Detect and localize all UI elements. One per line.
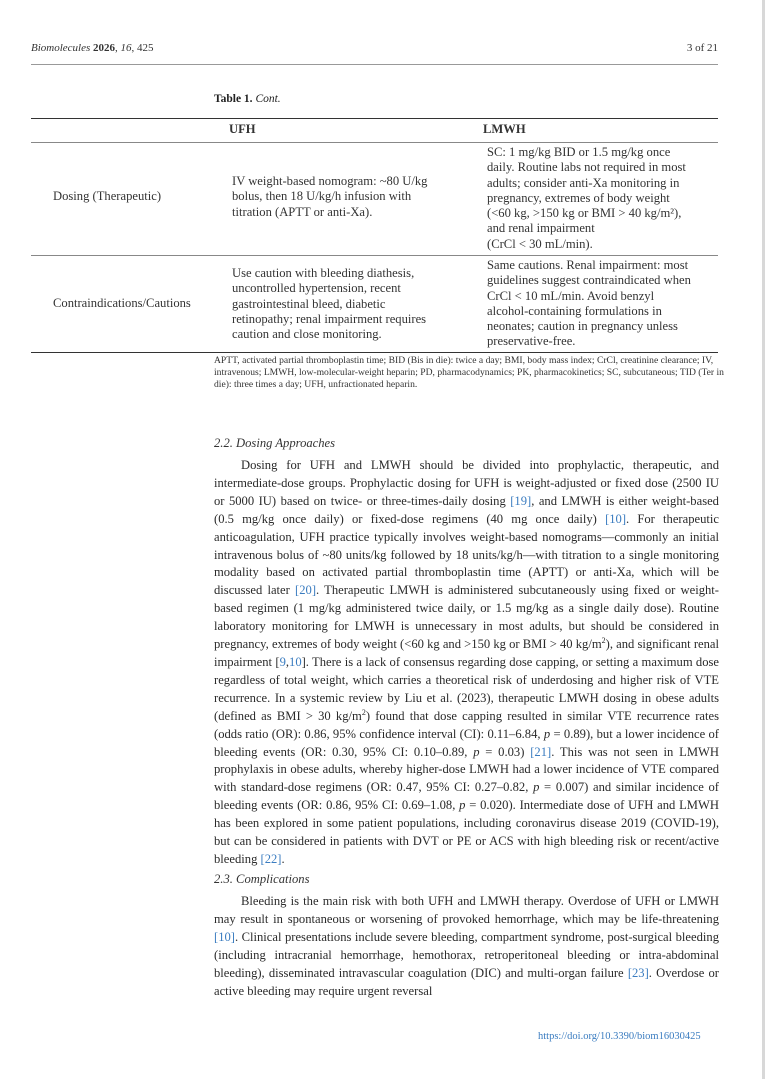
row-label-dosing: Dosing (Therapeutic) — [53, 189, 162, 203]
citation-link[interactable]: [10] — [605, 511, 627, 526]
citation-link[interactable]: [20] — [295, 583, 317, 598]
text-run: , — [285, 654, 290, 669]
column-header-lmwh: LMWH — [483, 122, 526, 136]
text-line: CrCl < 10 mL/min. Avoid benzyl — [487, 288, 655, 303]
table-footnote: APTT, activated partial thromboplastin time; BID (Bis in die): twice a day; BMI, body mass index; CrCl, creatinine clearance; IV, intravenous; LMWH, low-molecular-weight heparin; PD, pharmacodynamics; PK, pharmacokinetics; SC, subcutaneous; TID (Ter in die): three times a day; UFH, unfractionated heparin. — [214, 355, 724, 390]
journal-volume: 16 — [120, 42, 132, 54]
doi-link[interactable]: https://doi.org/10.3390/biom16030425 — [538, 1031, 701, 1042]
header-divider — [31, 64, 718, 65]
text-line: alcohol-containing formulations in — [487, 303, 662, 318]
text-line: guidelines suggest contraindicated when — [487, 273, 691, 288]
text-run: Dosing for UFH and LMWH should be divided into prophylactic, therapeutic, and intermediate-dose groups. Prophylactic dosing for UFH is weight-adjusted or fixed dose (2500 IU or 5000 IU) based on twice- or three-times-daily dosing — [214, 458, 719, 508]
text-run: . Overdose or active bleeding may require urgent reversal — [214, 965, 719, 998]
text-line: SC: 1 mg/kg BID or 1.5 mg/kg once — [487, 145, 671, 159]
table-header-rule — [31, 142, 718, 143]
text-run: ]. There is a lack of consensus regarding dose capping, or setting a maximum dose regardless of total weight, which carries a theoretical risk of underdosing and higher risk of VTE recurrence. In a systemic review by Liu et al. (2023), therapeutic LMWH dosing in obese adults (defined as BMI > 30 kg/m — [214, 654, 720, 723]
citation-link[interactable]: [10] — [214, 929, 235, 944]
text-run: , and LMWH is either weight-based (0.5 mg/kg once daily) or fixed-dose regimens (40 mg once daily) — [214, 493, 719, 526]
text-run: = 0.020). Intermediate dose of UFH and LMWH has been explored in some patient populations, including coronavirus disease 2019 (COVID-19), but can be considered in patients with DVT or PE or ACS with high bleeding risk or recent/active bleeding — [214, 798, 719, 866]
cell-lmwh-dosing — [487, 145, 722, 252]
p-value-symbol: p — [543, 726, 551, 741]
text-line: adults; consider anti-Xa monitoring in — [487, 175, 680, 190]
text-line: Same cautions. Renal impairment: most — [487, 258, 689, 272]
journal-citation: Biomolecules 2026, 16, 425 — [31, 42, 154, 54]
citation-link[interactable]: [23] — [627, 965, 649, 980]
column-header-ufh: UFH — [229, 122, 256, 136]
cell-lmwh-contraindications — [487, 258, 722, 350]
text-line: neonates; caution in pregnancy unless — [487, 319, 678, 334]
citation-link[interactable]: [22] — [260, 851, 282, 866]
citation-link[interactable]: 10 — [289, 654, 302, 669]
text-line: pregnancy, extremes of body weight — [487, 190, 670, 205]
cell-ufh-contraindications — [232, 266, 472, 342]
text-run: = 0.89), but a lower incidence of bleeding events (OR: 0.30, 95% CI: 0.10–0.89, — [214, 726, 719, 759]
text-line: daily. Routine labs not required in most — [487, 160, 686, 175]
article-number: 425 — [137, 42, 154, 54]
citation-link[interactable]: [21] — [530, 744, 552, 759]
p-value-symbol: p — [459, 798, 466, 813]
journal-year: 2026 — [93, 42, 116, 54]
paragraph-complications — [214, 893, 719, 1000]
section-title-dosing: 2.2. Dosing Approaches — [214, 436, 336, 450]
text-line: caution and close monitoring. — [232, 327, 382, 342]
text-line: bolus, then 18 U/kg/h infusion with — [232, 189, 412, 204]
table-label: Table 1. — [214, 93, 253, 105]
text-line: Use caution with bleeding diathesis, — [232, 266, 415, 280]
text-line: preservative-free. — [487, 334, 576, 349]
page-header — [31, 42, 718, 62]
text-line: (CrCl < 30 mL/min). — [487, 236, 593, 251]
text-run: . For therapeutic anticoagulation, UFH practice typically involves weight-based nomograms—commonly an initial intravenous bolus of ~80 units/kg followed by 18 units/kg/h—with titration to a single monitoring modality based on activated partial thromboplastin time (APTT) or anti-Xa, which will be discussed later — [214, 511, 719, 598]
paragraph-dosing — [214, 457, 719, 869]
table-row-divider — [31, 255, 718, 256]
table-caption — [214, 93, 281, 105]
text-line: retinopathy; renal impairment requires — [232, 311, 427, 326]
text-run: ) found that dose capping resulted in similar VTE recurrence rates (odds ratio (OR): 0.86, 95% confidence interval (CI): 0.11–6.84, — [214, 708, 719, 741]
p-value-symbol: p — [473, 744, 480, 759]
text-run: Bleeding is the main risk with both UFH and LMWH therapy. Overdose of UFH or LMWH may result in spontaneous or worsening of provoked hemorrhage, which may be life-threatening — [214, 894, 719, 926]
text-line: and renal impairment — [487, 221, 595, 236]
citation-link[interactable]: [19] — [510, 493, 532, 508]
text-run: ), and significant renal impairment [ — [214, 637, 719, 669]
cell-ufh-dosing — [232, 174, 472, 220]
text-run: . Therapeutic LMWH is administered subcutaneously using fixed or weight-based regimen (1 mg/kg administered twice daily, or 1.5 mg/kg as a single daily dose). Routine laboratory monitoring for LMWH is unnecessary in most adults, but should be considered in pregnancy, extremes of body weight (<60 kg and >150 kg or BMI > 40 kg/m — [214, 583, 719, 652]
text-line: uncontrolled hypertension, recent — [232, 281, 401, 296]
page-number: 3 of 21 — [686, 42, 718, 54]
journal-name: Biomolecules — [31, 42, 91, 54]
text-run: = 0.03) — [479, 744, 531, 759]
superscript: 2 — [601, 635, 606, 645]
text-run: = 0.007) and similar incidence of bleeding events (OR: 0.86, 95% CI: 0.69–1.08, — [214, 780, 720, 813]
text-line: titration (APTT or anti-Xa). — [232, 204, 373, 219]
text-run: . — [281, 851, 285, 866]
text-line: IV weight-based nomogram: ~80 U/kg — [232, 174, 428, 188]
superscript: 2 — [361, 707, 366, 717]
text-run: . This was not seen in LMWH prophylaxis in obese adults, whereby higher-dose LMWH had a lower incidence of VTE compared with standard-dose regimens (OR: 0.47, 95% CI: 0.27–0.82, — [214, 744, 720, 795]
row-label-contraindications: Contraindications/Cautions — [53, 296, 191, 310]
table-cont: Cont. — [255, 93, 281, 105]
citation-link[interactable]: 9 — [279, 654, 286, 669]
table-bottom-rule — [31, 352, 718, 353]
table-top-rule — [31, 118, 718, 119]
section-title-complications: 2.3. Complications — [214, 872, 310, 886]
text-run: . Clinical presentations include severe bleeding, compartment syndrome, post-surgical bleeding (including intracranial hemorrhage, hemothorax, retroperitoneal bleeding or intra-abdominal bleeding), disseminated intravascular coagulation (DIC) and multi-organ failure — [214, 929, 719, 980]
p-value-symbol: p — [533, 780, 540, 795]
text-line: (<60 kg, >150 kg or BMI > 40 kg/m²), — [487, 206, 682, 221]
text-line: gastrointestinal bleed, diabetic — [232, 296, 386, 311]
